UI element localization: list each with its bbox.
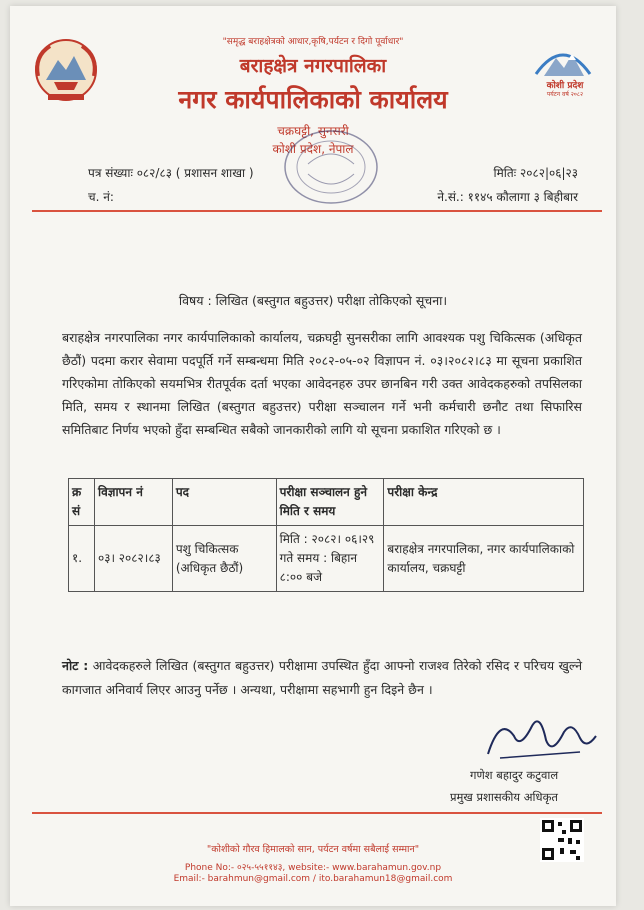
footer-slogan: "कोशीको गौरव हिमालको सान, पर्यटन वर्षमा सबैलाई सम्मान" [206, 844, 420, 855]
qr-code-icon [540, 818, 584, 862]
notice-subject: विषय : लिखित (बस्तुगत बहुउत्तर) परीक्षा तोकिएको सूचना। [178, 293, 448, 308]
address-line-2: कोशी प्रदेश, नेपाल [272, 142, 354, 156]
signatory-title: प्रमुख प्रशासकीय अधिकृत [450, 790, 558, 804]
col-header-adv-no: विज्ञापन नं [94, 479, 172, 526]
note-label: नोट : [62, 658, 89, 673]
table-row [69, 526, 584, 592]
letter-date: मितिः २०८२|०६|२३ [493, 166, 578, 180]
cell-post: पशु चिकित्सक (अधिकृत छैठौं) [172, 526, 276, 592]
cell-center: बराहक्षेत्र नगरपालिका, नगर कार्यपालिकाको कार्यालय, चक्रघट्टी [384, 526, 584, 592]
col-header-sn: क्र सं [69, 479, 95, 526]
footer-contact: Phone No:- ०२५-५५११४३, website:- www.barahamun.gov.np [184, 863, 442, 873]
col-header-datetime: परीक्षा सञ्चालन हुने मिति र समय [276, 479, 384, 526]
table-header-row [69, 479, 584, 526]
notice-body: बराहक्षेत्र नगरपालिका नगर कार्यपालिकाको कार्यालय, चक्रघट्टी सुनसरीका लागि आवश्यक पशु चिकित्सक (अधिकृत छैठौं) पदमा करार सेवामा पदपूर्ति गर्ने सम्बन्धमा मिति २०८२-०५-०२ विज्ञापन नं. ०३।२०८२।८३ मा सूचना प्रकाशित गरिएकोमा तोकिएको सयमभित्र रीतपूर्वक दर्ता भएका आवेदनहरु उपर छानबिन गरी उक्त आवेदकहरुको तपसिलका मिति, समय र स्थानमा लिखित (बस्तुगत बहुउत्तर) परीक्षा सञ्चालन गर्ने भनी कर्मचारी छनौट तथा सिफारिस समितिबाट निर्णय भएको हुँदा सम्बन्धित सबैको जानकारीको लागि यो सूचना प्रकाशित गरिएको छ । [62, 330, 582, 437]
footer-email: Email:- barahmun@gmail.com / ito.barahamun18@gmail.com [173, 874, 453, 884]
office-name: नगर कार्यपालिकाको कार्यालय [178, 85, 448, 114]
province-logo-label: कोशी प्रदेश [546, 81, 584, 91]
col-header-center: परीक्षा केन्द्र [384, 479, 584, 526]
notice-document [10, 6, 616, 906]
cell-sn: १. [69, 526, 95, 592]
signature-icon [480, 706, 600, 768]
address-line-1: चक्रघट्टी, सुनसरी [277, 124, 349, 138]
header-divider [32, 210, 602, 212]
cell-datetime: मिति : २०८२। ०६।२९ गते समय : बिहान ८:०० बजे [276, 526, 384, 592]
reference-number: पत्र संख्याः ०८२/८३ ( प्रशासन शाखा ) [88, 166, 254, 180]
note-text: आवेदकहरुले लिखित (बस्तुगत बहुउत्तर) परीक्षामा उपस्थित हुँदा आफ्नो राजश्व तिरेको रसिद र परिचय खुल्ने कागजात अनिवार्य लिएर आउनु पर्नेछ । अन्यथा, परीक्षामा सहभागी हुन दिइने छैन । [62, 658, 583, 697]
col-header-post: पद [172, 479, 276, 526]
signatory-name: गणेश बहादुर कटुवाल [470, 768, 559, 782]
dispatch-number: च. नं: [88, 190, 114, 204]
exam-schedule-table [68, 478, 584, 592]
footer-divider [32, 812, 602, 814]
cell-adv-no: ०३। २०८२।८३ [94, 526, 172, 592]
nepal-sambat-date: ने.सं.: ११४५ कौलागा ३ बिहीबार [437, 190, 578, 204]
notice-note [62, 654, 582, 702]
office-stamp-icon [278, 124, 384, 210]
province-logo-sublabel: पर्यटन वर्ष २०८२ [546, 91, 584, 98]
header-slogan: "समृद्ध बराहक्षेत्रको आधार,कृषि,पर्यटन र दिगो पूर्वाधार" [222, 37, 404, 47]
municipality-name: बराहक्षेत्र नगरपालिका [239, 55, 387, 77]
